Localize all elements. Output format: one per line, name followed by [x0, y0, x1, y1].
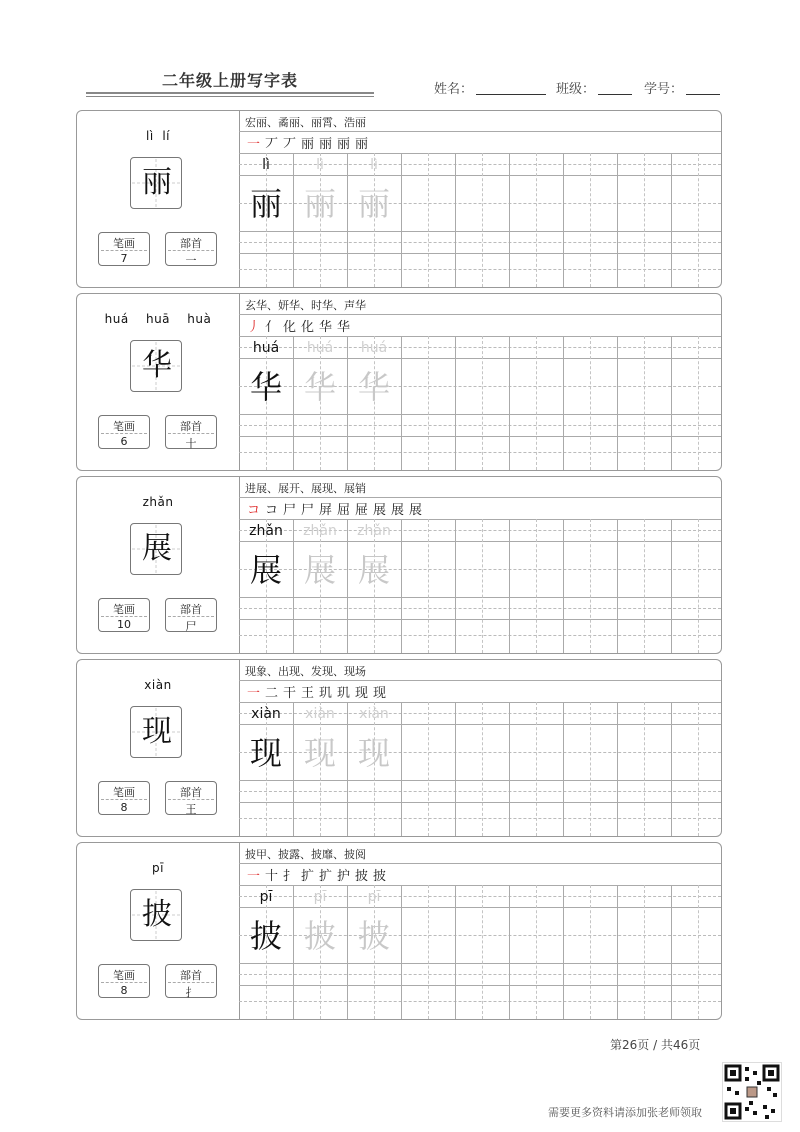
radical-value: 扌 — [185, 986, 197, 999]
practice-cell-empty[interactable] — [617, 360, 671, 414]
stroke-count-label: 笔画 — [113, 786, 135, 799]
stroke-count-box — [98, 415, 150, 449]
stroke-count-value: 8 — [120, 801, 128, 814]
practice-pinyin: xiàn — [359, 706, 389, 722]
char-pinyin: xiàn — [144, 678, 172, 692]
radical-box — [165, 964, 217, 998]
grid-line — [239, 818, 721, 819]
grid-line — [239, 541, 721, 542]
practice-char: 展 — [357, 551, 390, 589]
practice-cell-empty[interactable] — [563, 726, 617, 780]
stroke-step: 丿 — [247, 320, 261, 335]
stroke-step: 一 — [247, 686, 261, 701]
stroke-step: 尸 — [301, 503, 315, 518]
practice-cell-empty[interactable] — [401, 177, 455, 231]
practice-cell-empty[interactable] — [671, 177, 725, 231]
char-pinyin: huá huā huà — [104, 312, 212, 326]
radical-box — [165, 781, 217, 815]
stroke-step: 展 — [373, 503, 387, 518]
grid-line — [239, 414, 721, 415]
page-title: 二年级上册写字表 — [161, 71, 298, 90]
practice-pinyin: lì — [316, 157, 324, 173]
char-display-box — [130, 340, 182, 392]
grid-line — [239, 452, 721, 453]
practice-char: 丽 — [357, 185, 390, 223]
grid-line — [239, 1001, 721, 1002]
stroke-order — [247, 133, 373, 152]
practice-cell-empty[interactable] — [509, 543, 563, 597]
stroke-order — [247, 316, 355, 335]
stroke-step: 屉 — [355, 503, 369, 518]
stroke-step: 十 — [265, 869, 279, 884]
radical-value: 一 — [185, 254, 197, 267]
radical-label: 部首 — [180, 786, 202, 799]
practice-pinyin: huá — [360, 340, 388, 356]
stroke-order — [247, 682, 391, 701]
title-underline-thin — [86, 96, 374, 97]
grid-line — [239, 314, 721, 315]
name-field[interactable] — [476, 94, 546, 95]
practice-pinyin: zhǎn — [303, 523, 337, 539]
char-glyph: 丽 — [142, 165, 172, 200]
stroke-step: 亻 — [265, 320, 279, 335]
practice-char: 现 — [249, 734, 282, 772]
stroke-count-value: 7 — [120, 252, 128, 265]
grid-line — [239, 985, 721, 986]
stroke-count-value: 6 — [120, 435, 128, 448]
practice-cell-empty[interactable] — [509, 726, 563, 780]
radical-label: 部首 — [180, 420, 202, 433]
stroke-step: 化 — [301, 320, 315, 335]
stroke-count-box — [98, 232, 150, 266]
practice-panel — [239, 111, 721, 287]
practice-pinyin: xiàn — [305, 706, 335, 722]
grid-line — [239, 780, 721, 781]
char-info-panel — [77, 843, 240, 1019]
class-field[interactable] — [598, 94, 632, 95]
practice-pinyin: pī — [367, 889, 381, 905]
page-number: 第26页 / 共46页 — [610, 1038, 701, 1052]
stroke-step: 丽 — [337, 137, 351, 152]
char-display-box — [130, 706, 182, 758]
stroke-step: 丆 — [265, 137, 279, 152]
radical-value: 十 — [185, 437, 197, 450]
grid-line — [239, 885, 721, 886]
stroke-step: 华 — [337, 320, 351, 335]
character-card — [76, 293, 722, 471]
practice-cell-empty[interactable] — [617, 909, 671, 963]
stroke-count-box — [98, 598, 150, 632]
stroke-step: 华 — [319, 320, 333, 335]
qr-code — [722, 1062, 782, 1122]
radical-label: 部首 — [180, 603, 202, 616]
radical-box — [165, 232, 217, 266]
practice-char: 丽 — [303, 185, 336, 223]
practice-cell-empty[interactable] — [401, 360, 455, 414]
practice-pinyin: zhǎn — [249, 523, 283, 539]
practice-pinyin: pī — [259, 889, 273, 905]
practice-cell-empty[interactable] — [401, 543, 455, 597]
practice-cell-empty[interactable] — [671, 726, 725, 780]
char-display-box — [130, 889, 182, 941]
practice-cell-empty[interactable] — [509, 177, 563, 231]
practice-cell-empty[interactable] — [617, 726, 671, 780]
grid-line — [239, 963, 721, 964]
example-words: 宏丽、矞丽、丽霄、浩丽 — [245, 116, 366, 129]
stroke-step: 一 — [247, 137, 261, 152]
grid-line — [239, 597, 721, 598]
stroke-order — [247, 865, 391, 884]
practice-pinyin: huá — [306, 340, 334, 356]
practice-pinyin: huá — [252, 340, 280, 356]
grid-line — [239, 608, 721, 609]
grid-line — [239, 802, 721, 803]
stroke-step: 玑 — [319, 686, 333, 701]
grid-line — [239, 153, 721, 154]
radical-box — [165, 598, 217, 632]
practice-cell-empty[interactable] — [401, 726, 455, 780]
stroke-step: 现 — [373, 686, 387, 701]
grid-line — [239, 175, 721, 176]
stroke-step: コ — [265, 503, 279, 518]
radical-box — [165, 415, 217, 449]
grid-line — [239, 131, 721, 132]
radical-label: 部首 — [180, 969, 202, 982]
example-words: 现象、出现、发现、现场 — [245, 665, 366, 678]
radical-value: 王 — [185, 803, 197, 816]
stroke-step: 展 — [409, 503, 423, 518]
class-label: 班级： — [556, 82, 596, 97]
stroke-count-box — [98, 964, 150, 998]
practice-cell-empty[interactable] — [563, 909, 617, 963]
practice-char: 丽 — [249, 185, 282, 223]
grid-line — [239, 635, 721, 636]
char-pinyin: pī — [152, 861, 164, 875]
practice-panel — [239, 294, 721, 470]
stroke-step: 展 — [391, 503, 405, 518]
grid-line — [239, 497, 721, 498]
practice-cell-empty[interactable] — [401, 909, 455, 963]
char-info-panel — [77, 477, 240, 653]
grid-line — [239, 680, 721, 681]
practice-cell-empty[interactable] — [455, 726, 509, 780]
practice-char: 现 — [357, 734, 390, 772]
practice-cell-empty[interactable] — [455, 360, 509, 414]
grid-line — [239, 231, 721, 232]
practice-pinyin: lì — [262, 157, 270, 173]
grid-line — [239, 425, 721, 426]
stroke-step: 化 — [283, 320, 297, 335]
stroke-step: 扩 — [319, 869, 333, 884]
practice-cell-empty[interactable] — [509, 909, 563, 963]
stroke-step: 扩 — [301, 869, 315, 884]
practice-pinyin: xiàn — [251, 706, 281, 722]
stroke-step: 尸 — [283, 503, 297, 518]
practice-panel — [239, 660, 721, 836]
char-glyph: 展 — [142, 531, 172, 566]
grid-line — [239, 519, 721, 520]
practice-cell-empty[interactable] — [455, 177, 509, 231]
practice-cell-empty[interactable] — [671, 543, 725, 597]
stroke-step: 屈 — [337, 503, 351, 518]
stroke-count-label: 笔画 — [113, 237, 135, 250]
grid-line — [239, 702, 721, 703]
char-info-panel — [77, 660, 240, 836]
title-underline — [86, 92, 374, 94]
example-words: 进展、展开、展现、展销 — [245, 482, 366, 495]
practice-cell-empty[interactable] — [617, 543, 671, 597]
practice-panel — [239, 477, 721, 653]
practice-panel — [239, 843, 721, 1019]
stroke-step: 丽 — [355, 137, 369, 152]
stroke-count-box — [98, 781, 150, 815]
practice-char: 展 — [303, 551, 336, 589]
practice-cell-empty[interactable] — [671, 360, 725, 414]
stroke-step: 披 — [355, 869, 369, 884]
stroke-count-label: 笔画 — [113, 420, 135, 433]
stroke-step: 二 — [265, 686, 279, 701]
grid-line — [239, 336, 721, 337]
practice-char: 披 — [357, 917, 390, 955]
id-field[interactable] — [686, 94, 720, 95]
stroke-step: 扌 — [283, 869, 297, 884]
stroke-order — [247, 499, 427, 518]
practice-char: 华 — [357, 368, 390, 406]
page-header — [0, 0, 800, 110]
example-words: 披甲、披露、披靡、披阅 — [245, 848, 366, 861]
grid-line — [239, 791, 721, 792]
practice-char: 现 — [303, 734, 336, 772]
grid-line — [239, 863, 721, 864]
practice-cell-empty[interactable] — [671, 909, 725, 963]
practice-cell-empty[interactable] — [509, 360, 563, 414]
grid-line — [239, 974, 721, 975]
grid-line — [239, 358, 721, 359]
char-display-box — [130, 523, 182, 575]
grid-line — [239, 269, 721, 270]
radical-label: 部首 — [180, 237, 202, 250]
stroke-step: 干 — [283, 686, 297, 701]
practice-char: 华 — [303, 368, 336, 406]
practice-char: 展 — [249, 551, 282, 589]
stroke-step: 丽 — [301, 137, 315, 152]
stroke-step: 王 — [301, 686, 315, 701]
stroke-count-value: 8 — [120, 984, 128, 997]
practice-cell-empty[interactable] — [455, 909, 509, 963]
char-display-box — [130, 157, 182, 209]
grid-line — [239, 436, 721, 437]
stroke-step: 护 — [337, 869, 351, 884]
char-info-panel — [77, 111, 240, 287]
char-pinyin: zhǎn — [142, 495, 174, 509]
id-label: 学号： — [644, 82, 684, 97]
stroke-step: 丆 — [283, 137, 297, 152]
grid-line — [239, 253, 721, 254]
stroke-step: 屏 — [319, 503, 333, 518]
stroke-step: 现 — [355, 686, 369, 701]
character-card — [76, 659, 722, 837]
stroke-count-value: 10 — [117, 618, 131, 631]
stroke-count-label: 笔画 — [113, 969, 135, 982]
char-glyph: 华 — [142, 348, 172, 383]
grid-line — [239, 619, 721, 620]
practice-char: 华 — [249, 368, 282, 406]
example-words: 玄华、妍华、时华、声华 — [245, 299, 366, 312]
name-label: 姓名： — [434, 82, 474, 97]
practice-cell-empty[interactable] — [563, 177, 617, 231]
grid-line — [239, 242, 721, 243]
practice-pinyin: zhǎn — [357, 523, 391, 539]
stroke-count-label: 笔画 — [113, 603, 135, 616]
grid-line — [239, 907, 721, 908]
character-card — [76, 842, 722, 1020]
character-card — [76, 110, 722, 288]
stroke-step: コ — [247, 503, 261, 518]
char-info-panel — [77, 294, 240, 470]
radical-value: 尸 — [185, 620, 197, 633]
practice-cell-empty[interactable] — [617, 177, 671, 231]
practice-cell-empty[interactable] — [455, 543, 509, 597]
char-glyph: 现 — [142, 714, 172, 749]
char-glyph: 披 — [142, 897, 172, 932]
practice-cell-empty[interactable] — [563, 360, 617, 414]
footer-note: 需要更多资料请添加张老师领取 — [548, 1106, 702, 1119]
grid-line — [239, 724, 721, 725]
practice-cell-empty[interactable] — [563, 543, 617, 597]
character-card — [76, 476, 722, 654]
practice-char: 披 — [249, 917, 282, 955]
practice-pinyin: pī — [313, 889, 327, 905]
stroke-step: 一 — [247, 869, 261, 884]
practice-pinyin: lì — [370, 157, 378, 173]
stroke-step: 玑 — [337, 686, 351, 701]
practice-char: 披 — [303, 917, 336, 955]
stroke-step: 披 — [373, 869, 387, 884]
stroke-step: 丽 — [319, 137, 333, 152]
char-pinyin: lì lí — [146, 129, 170, 143]
